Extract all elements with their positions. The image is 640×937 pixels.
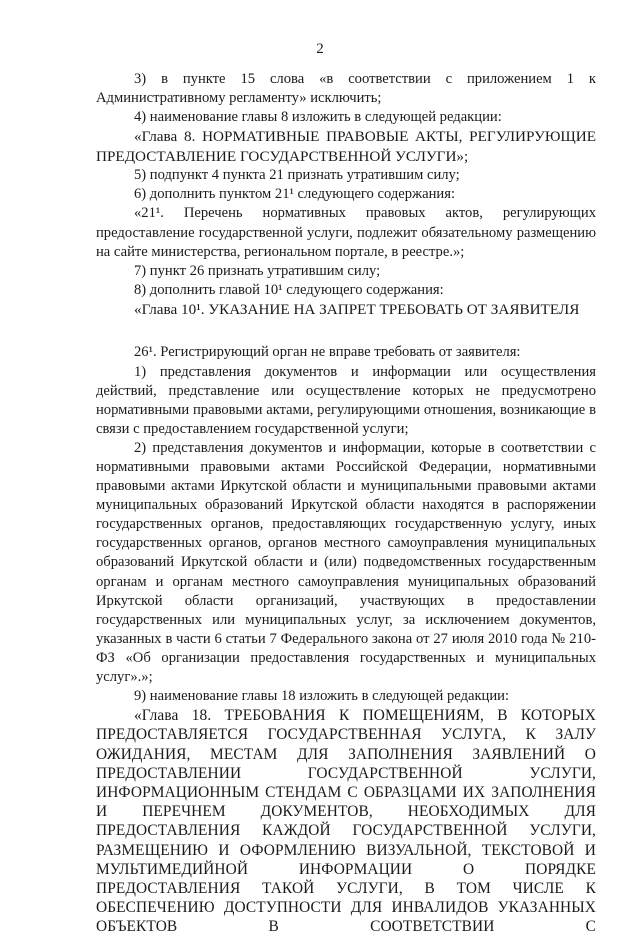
clause-21-1: «21¹. Перечень нормативных правовых актов, регулирующих предоставление государственной услуги, подлежит обязательному размещению на сайте министерства, региональном портале, в реестре.»;: [96, 205, 596, 260]
paragraph-item-9: 9) наименование главы 18 изложить в следующей редакции:: [134, 688, 510, 705]
paragraph-item-5: 5) подпункт 4 пункта 21 признать утратившим силу;: [134, 167, 460, 184]
paragraph-item-3: 3) в пункте 15 слова «в соответствии с приложением 1 к Административному регламенту» исключить;: [96, 71, 596, 107]
section-gap: [96, 319, 596, 343]
paragraph-item-6: 6) дополнить пунктом 21¹ следующего содержания:: [134, 186, 455, 203]
paragraph-item-7: 7) пункт 26 признать утратившим силу;: [134, 262, 381, 279]
page-number: 2: [316, 41, 324, 57]
chapter-8-title: «Глава 8. НОРМАТИВНЫЕ ПРАВОВЫЕ АКТЫ, РЕГУЛИРУЮЩИЕ ПРЕДОСТАВЛЕНИЕ ГОСУДАРСТВЕННОЙ УСЛУГИ»;: [96, 128, 596, 165]
clause-26-1: 26¹. Регистрирующий орган не вправе требовать от заявителя:: [134, 344, 521, 361]
chapter-10-1-title: «Глава 10¹. УКАЗАНИЕ НА ЗАПРЕТ ТРЕБОВАТЬ ОТ ЗАЯВИТЕЛЯ: [134, 300, 580, 318]
document-body: [96, 70, 596, 937]
paragraph-item-4: 4) наименование главы 8 изложить в следующей редакции:: [134, 109, 502, 126]
subclause-1: 1) представления документов и информации или осуществления действий, представление или осуществление которых не предусмотрено нормативными правовыми актами, регулирующими отношения, возникающие в связи с предоставлением государственной услуги;: [96, 363, 596, 437]
paragraph-item-8: 8) дополнить главой 10¹ следующего содержания:: [134, 281, 444, 298]
subclause-2: 2) представления документов и информации, которые в соответствии с нормативными правовыми актами Российской Федерации, нормативными правовыми актами Иркутской области и муниципальными правовыми актами муниципальных образований Иркутской области находятся в распоряжении государственных органов, предоставляющих государственную услугу, иных государственных органов, органов местного самоуправления муниципальных образований Иркутской области и (или) подведомственных государственным органам и органам местного самоуправления муниципальных образований Иркутской области организаций, участвующих в предоставлении государственных или муниципальных услуг, за исключением документов, указанных в части 6 статьи 7 Федерального закона от 27 июля 2010 года № 210-ФЗ «Об организации предоставления государственных и муниципальных услуг».»;: [96, 439, 596, 686]
chapter-18-title: «Глава 18. ТРЕБОВАНИЯ К ПОМЕЩЕНИЯМ, В КОТОРЫХ ПРЕДОСТАВЛЯЕТСЯ ГОСУДАРСТВЕННАЯ УСЛУГА, К ЗАЛУ ОЖИДАНИЯ, МЕСТАМ ДЛЯ ЗАПОЛНЕНИЯ ЗАЯВЛЕНИЙ О ПРЕДОСТАВЛЕНИИ ГОСУДАРСТВЕННОЙ УСЛУГИ, ИНФОРМАЦИОННЫМ СТЕНДАМ С ОБРАЗЦАМИ ИХ ЗАПОЛНЕНИЯ И ПЕРЕЧНЕМ ДОКУМЕНТОВ, НЕОБХОДИМЫХ ДЛЯ ПРЕДОСТАВЛЕНИЯ КАЖДОЙ ГОСУДАРСТВЕННОЙ УСЛУГИ, РАЗМЕЩЕНИЮ И ОФОРМЛЕНИЮ ВИЗУАЛЬНОЙ, ТЕКСТОВОЙ И МУЛЬТИМЕДИЙНОЙ ИНФОРМАЦИИ О ПОРЯДКЕ ПРЕДОСТАВЛЕНИЯ ТАКОЙ УСЛУГИ, В ТОМ ЧИСЛЕ К ОБЕСПЕЧЕНИЮ ДОСТУПНОСТИ ДЛЯ ИНВАЛИДОВ УКАЗАННЫХ ОБЪЕКТОВ В СООТВЕТСТВИИ С: [96, 707, 596, 936]
